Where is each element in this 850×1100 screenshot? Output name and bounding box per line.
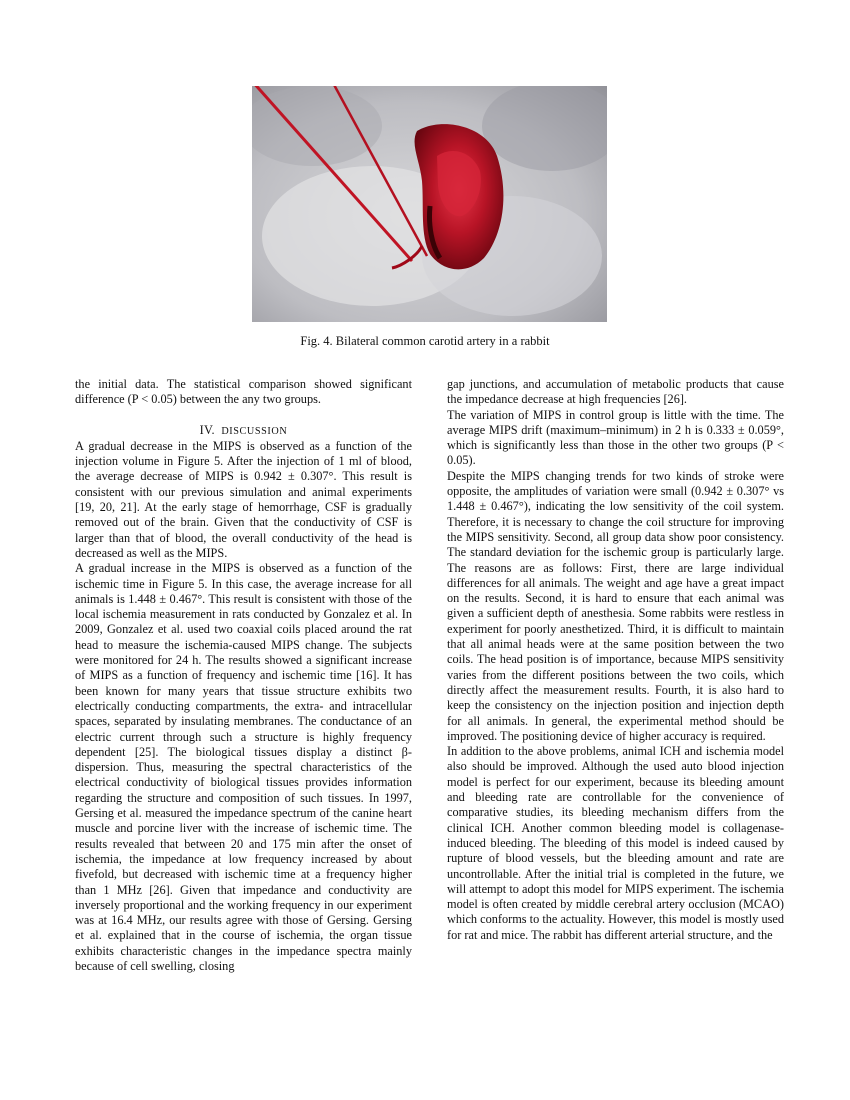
section-heading [75,423,412,439]
paragraph: A gradual increase in the MIPS is observed as a function of the ischemic time in Figure 5. In this case, the average increase for all animals is 1.448 ± 0.467°. This result is consistent with those of the local ischemia measurement in rats conducted by Gonzalez et al. In 2009, Gonzalez et al. used two coaxial coils placed around the rat head to measure the ischemia-caused MIPS change. The subjects were monitored for 24 h. The results showed a significant increase of MIPS as a function of frequency and ischemic time [16]. It has been known for many years that tissue structure exhibits two electrically conducting compartments, the extra- and intracellular spaces, separated by insulating membranes. The conductance of an electric current through such a structure is highly frequency dependent [25]. The biological tissues display a distinct β-dispersion. Thus, measuring the spectral characteristics of the electrical conductivity of biological tissues provides information regarding the structure and composition of such tissues. In 1997, Gersing et al. measured the impedance spectrum of the canine heart muscle and porcine liver with the increase of ischemic time. The results revealed that between 20 and 175 min after the onset of ischemia, the impedance at low frequency increased by about fivefold, but decreased with ischemic time at a frequency higher than 1 MHz [26]. Given that impedance and conductivity are inversely proportional and the working frequency in our experiment was at 16.4 MHz, our results agree with those of Gersing. Gersing et al. explained that in the course of ischemia, the organ tissue exhibits characteristic changes in the impedance spectra mainly because of cell swelling, closing [75,561,412,973]
left-column [75,377,412,974]
rabbit-carotid-photo [252,86,607,322]
paragraph: The variation of MIPS in control group is little with the time. The average MIPS drift (maximum–minimum) in 2 h is 0.333 ± 0.059°, which is significantly less than those in the other two groups (P < 0.05). [447,407,784,468]
figure-caption: Fig. 4. Bilateral common carotid artery in a rabbit [300,334,550,348]
paragraph: the initial data. The statistical comparison showed significant difference (P < 0.05) between the any two groups. [75,377,412,407]
section-number: IV. [199,422,215,437]
paragraph: gap junctions, and accumulation of metabolic products that cause the impedance decrease at high frequencies [26]. [447,377,784,407]
paragraph: Despite the MIPS changing trends for two kinds of stroke were opposite, the amplitudes of variation were small (0.942 ± 0.307° vs 1.448 ± 0.467°), indicating the low sensitivity of the coil system. Therefore, it is necessary to change the coil structure for improving the MIPS sensitivity. Second, all group data show poor consistency. The standard deviation for the ischemic group is particularly large. The reasons are as follows: First, there are large individual differences for all animals. The weight and age have a great impact on the results. Second, it is hard to ensure that each animal was given a sufficient depth of anesthesia. Some rabbits were restless in experiment for poorly anesthetized. Third, it is difficult to maintain that all animal heads were at the same position between the two coils. The head position is of importance, because MIPS sensitivity varies from the different positions between the two coils, which directly affect the measurement results. Fourth, it is also hard to keep the consistency on the injection position and injection depth for all animals. In general, the experimental method should be improved. The positioning device of higher accuracy is required. [447,468,784,743]
right-column [447,377,784,943]
paragraph: In addition to the above problems, animal ICH and ischemia model also should be improved. Although the used auto blood injection model is perfect for our experiment, because its bleeding amount and bleeding rate are controllable for the convenience of comparative studies, its bleeding mechanism differs from the clinical ICH. Another common bleeding model is collagenase-induced bleeding. The bleeding of this model is indeed caused by rupture of blood vessels, but the bleeding amount and rate are uncontrollable. After the initial trial is completed in the future, we will attempt to adopt this model for MIPS experiment. The ischemia model is often created by middle cerebral artery occlusion (MCAO) which conforms to the actuality. However, this model is mostly used for rat and mice. The rabbit has different arterial structure, and the [447,744,784,942]
section-title: DISCUSSION [221,425,288,437]
paragraph: A gradual decrease in the MIPS is observed as a function of the injection volume in Figure 5. After the injection of 1 ml of blood, the average decrease of MIPS is 0.942 ± 0.307°. This result is consistent with our previous simulation and animal experiments [19, 20, 21]. At the early stage of hemorrhage, CSF is gradually removed out of the brain. Given that the conductivity of CSF is larger than that of blood, the overall conductivity of the head is decreased as well as the MIPS. [75,438,412,560]
